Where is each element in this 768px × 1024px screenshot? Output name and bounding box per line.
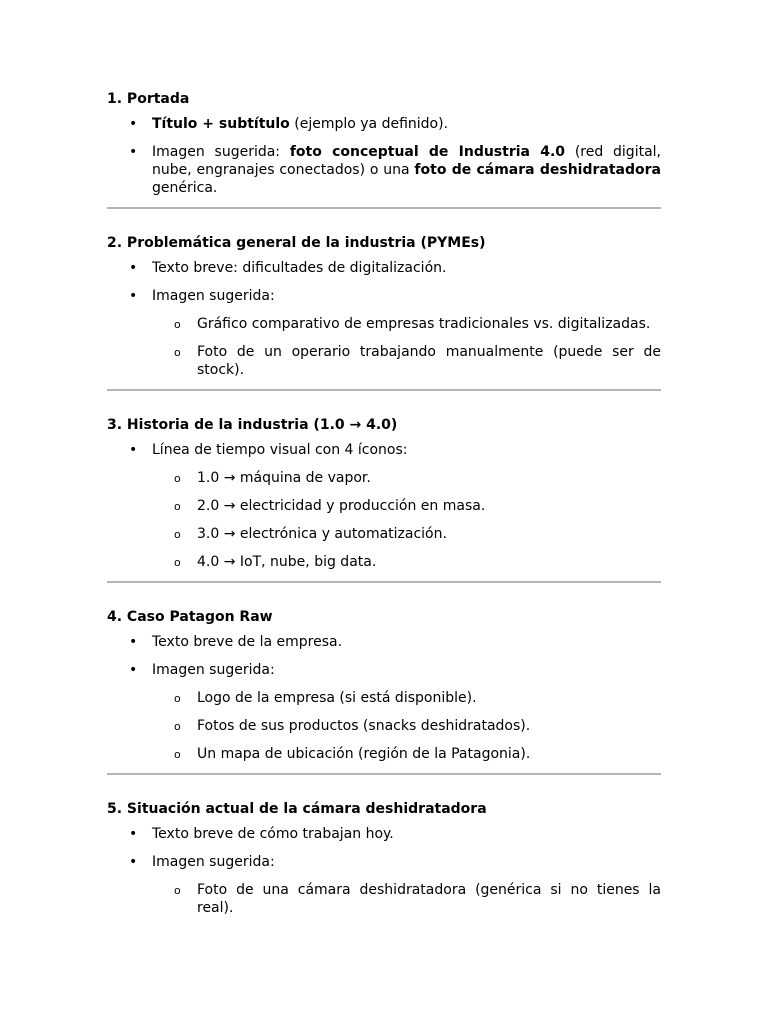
document-page	[107, 89, 661, 917]
circle-bullet-icon: o	[174, 472, 181, 485]
bullet-list	[107, 825, 661, 917]
sub-item-text: Logo de la empresa (si está disponible).	[197, 690, 477, 706]
list-item	[107, 853, 661, 917]
list-item	[107, 825, 661, 843]
list-item	[107, 661, 661, 763]
sub-item-text: Fotos de sus productos (snacks deshidratados).	[197, 718, 531, 734]
circle-bullet-icon: o	[174, 556, 181, 569]
section-title: 3. Historia de la industria (1.0 → 4.0)	[107, 417, 398, 433]
sub-bullet-list	[152, 315, 661, 379]
sub-item-text: 4.0 → IoT, nube, big data.	[197, 554, 377, 570]
list-item	[107, 115, 661, 133]
sub-item-text: 2.0 → electricidad y producción en masa.	[197, 498, 486, 514]
bullet-list	[107, 115, 661, 197]
item-text: Texto breve: dificultades de digitalización.	[152, 260, 447, 276]
section-situacion-actual	[107, 799, 661, 917]
item-text: Línea de tiempo visual con 4 íconos:	[152, 442, 408, 458]
item-text: Imagen sugerida:	[152, 288, 275, 304]
sub-list-item	[152, 315, 661, 333]
section-portada	[107, 89, 661, 197]
circle-bullet-icon: o	[174, 884, 181, 897]
sub-item-text: Gráfico comparativo de empresas tradicionales vs. digitalizadas.	[197, 316, 651, 332]
horizontal-divider	[107, 581, 661, 583]
list-item	[107, 259, 661, 277]
bullet-icon: •	[129, 826, 138, 842]
item-text: Texto breve de la empresa.	[152, 634, 343, 650]
sub-list-item	[152, 881, 661, 917]
item-text: Imagen sugerida:	[152, 854, 275, 870]
sub-item-text: 3.0 → electrónica y automatización.	[197, 526, 447, 542]
item-text: genérica.	[152, 180, 218, 196]
section-problematica	[107, 233, 661, 379]
bold-text: foto conceptual de Industria 4.0	[289, 144, 566, 160]
sub-item-text: Foto de un operario trabajando manualmente (puede ser de stock).	[197, 344, 661, 378]
horizontal-divider	[107, 207, 661, 209]
circle-bullet-icon: o	[174, 500, 181, 513]
sub-bullet-list	[152, 469, 661, 571]
list-item	[107, 633, 661, 651]
sub-list-item	[152, 343, 661, 379]
sub-list-item	[152, 469, 661, 487]
bold-text: Título + subtítulo	[152, 116, 290, 132]
section-title: 5. Situación actual de la cámara deshidratadora	[107, 801, 487, 817]
section-historia	[107, 415, 661, 571]
bullet-list	[107, 441, 661, 571]
bullet-icon: •	[129, 260, 138, 276]
item-text: Imagen sugerida:	[152, 144, 290, 160]
sub-item-text: Foto de una cámara deshidratadora (genérica si no tienes la real).	[197, 882, 661, 916]
bold-text: foto de cámara deshidratadora	[414, 162, 661, 178]
list-item	[107, 287, 661, 379]
item-text: (ejemplo ya definido).	[289, 116, 449, 132]
section-caso-patagon-raw	[107, 607, 661, 763]
item-text: (red digital, nube, engranajes conectados) o una	[152, 144, 661, 178]
sub-list-item	[152, 553, 661, 571]
bullet-list	[107, 259, 661, 379]
circle-bullet-icon: o	[174, 748, 181, 761]
bullet-icon: •	[129, 662, 138, 678]
circle-bullet-icon: o	[174, 346, 181, 359]
bullet-icon: •	[129, 288, 138, 304]
circle-bullet-icon: o	[174, 318, 181, 331]
bullet-icon: •	[129, 442, 138, 458]
section-title: 4. Caso Patagon Raw	[107, 609, 273, 625]
circle-bullet-icon: o	[174, 692, 181, 705]
item-text: Imagen sugerida:	[152, 662, 275, 678]
sub-bullet-list	[152, 689, 661, 763]
list-item	[107, 143, 661, 197]
bullet-icon: •	[129, 116, 138, 132]
sub-list-item	[152, 497, 661, 515]
sub-list-item	[152, 525, 661, 543]
horizontal-divider	[107, 773, 661, 775]
sub-list-item	[152, 745, 661, 763]
bullet-icon: •	[129, 634, 138, 650]
bullet-icon: •	[129, 144, 138, 160]
circle-bullet-icon: o	[174, 528, 181, 541]
sub-bullet-list	[152, 881, 661, 917]
item-text: Texto breve de cómo trabajan hoy.	[152, 826, 394, 842]
sub-item-text: Un mapa de ubicación (región de la Patagonia).	[197, 746, 531, 762]
sub-item-text: 1.0 → máquina de vapor.	[197, 470, 371, 486]
horizontal-divider	[107, 389, 661, 391]
section-title: 2. Problemática general de la industria (PYMEs)	[107, 235, 486, 251]
bullet-list	[107, 633, 661, 763]
bullet-icon: •	[129, 854, 138, 870]
sub-list-item	[152, 717, 661, 735]
sub-list-item	[152, 689, 661, 707]
list-item	[107, 441, 661, 571]
section-title: 1. Portada	[107, 91, 190, 107]
circle-bullet-icon: o	[174, 720, 181, 733]
